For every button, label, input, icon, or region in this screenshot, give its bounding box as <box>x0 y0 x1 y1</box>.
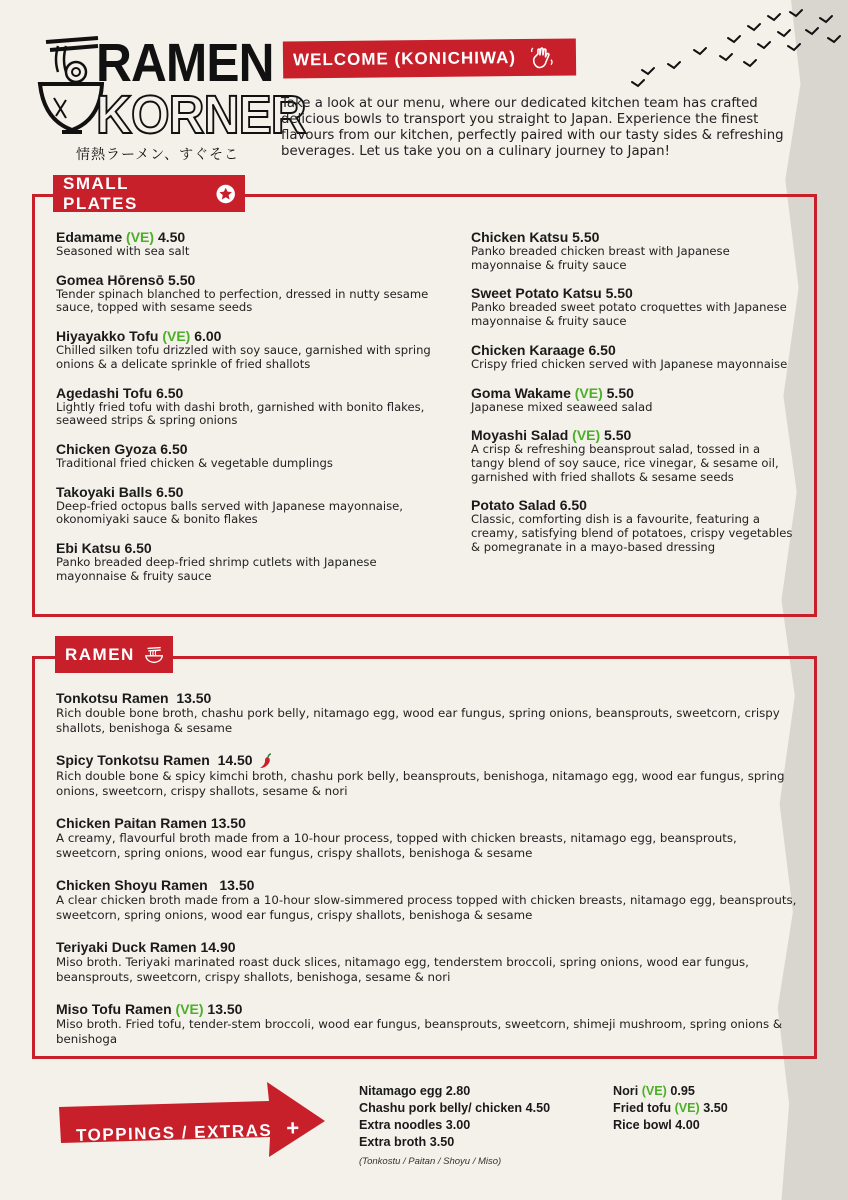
logo-tagline-jp: 情熱ラーメン、すぐそこ <box>76 147 240 163</box>
menu-item <box>471 285 793 328</box>
item-description: Japanese mixed seaweed salad <box>471 399 653 414</box>
topping-name: Fried tofu <box>613 1101 672 1115</box>
topping-item <box>613 1083 773 1100</box>
item-name: Spicy Tonkotsu Ramen <box>56 752 210 768</box>
item-description: Seasoned with sea salt <box>56 244 190 258</box>
welcome-text: Take a look at our menu, where our dedicated kitchen team has crafted delicious bowls to transport you straight to Japan. Experience the finest flavours from our kitchen, perfectly paired with our tasty sides & refreshing beverages. Let us take you on a culinary journey to Japan! <box>281 96 784 159</box>
toppings-right-column <box>613 1083 773 1134</box>
ramen-header <box>55 636 173 673</box>
item-description: Rich double bone & spicy kimchi broth, chashu pork belly, beansprouts, benishoga, nitamago egg, wood ear fungus, spring onions, sweetcorn, crispy shallots, sesame & nori <box>56 769 785 799</box>
menu-item <box>471 497 793 554</box>
item-name: Ebi Katsu <box>56 540 121 557</box>
item-price: 5.50 <box>572 229 600 245</box>
vegan-badge: (VE) <box>162 328 191 345</box>
topping-item <box>613 1100 773 1117</box>
star-icon <box>216 184 235 204</box>
logo-text-korner: KORNER <box>96 85 306 145</box>
menu-item <box>56 815 801 861</box>
menu-item <box>471 342 793 372</box>
topping-price: 4.50 <box>525 1101 551 1115</box>
item-price: 14.50 <box>217 752 253 768</box>
ramen-bowl-icon <box>145 645 163 665</box>
broth-options-note: (Tonkostu / Paitan / Shoyu / Miso) <box>359 1156 502 1167</box>
topping-name: Nori <box>613 1084 639 1098</box>
plus-icon: + <box>286 1115 302 1141</box>
chili-pepper-icon <box>259 753 273 769</box>
item-price: 5.50 <box>606 384 634 401</box>
item-description: Panko breaded chicken breast with Japanese mayonnaise & fruity sauce <box>471 244 730 272</box>
item-description: Classic, comforting dish is a favourite, featuring a creamy, satisfying blend of potatoes, crispy vegetables & pomegranate in a mayo-based dressing <box>471 512 793 554</box>
item-description: A clear chicken broth made from a 10-hour slow-simmered process topped with chicken breasts, nitamago egg, beansprouts, sweetcorn, spring onions, wood ear fungus, crispy shallots, benishoga & sesame <box>56 893 797 923</box>
item-description: Chilled silken tofu drizzled with soy sauce, garnished with spring onions & a delicate sprinkle of fried shallots <box>56 343 431 371</box>
item-description: Rich double bone broth, chashu pork belly, nitamago egg, wood ear fungus, spring onions, beansprouts, sweetcorn, crispy shallots, benishoga & sesame <box>56 706 780 735</box>
vegan-badge: (VE) <box>641 1084 667 1098</box>
vegan-badge: (VE) <box>574 384 603 401</box>
birds-decoration-icon <box>628 8 843 88</box>
item-name: Tonkotsu Ramen <box>56 690 169 706</box>
small-plates-header <box>53 175 245 212</box>
brand-logo <box>36 28 306 168</box>
menu-item <box>56 939 801 985</box>
item-name: Gomea Hōrensō <box>56 271 165 288</box>
item-price: 6.50 <box>156 483 184 500</box>
item-description: A creamy, flavourful broth made from a 10-hour process, topped with chicken breasts, nitamago egg, beansprouts, sweetcorn, spring onions, wood ear fungus, crispy shallots, benishoga & sesame <box>56 831 737 861</box>
vegan-badge: (VE) <box>175 1001 204 1018</box>
menu-item <box>56 484 436 527</box>
topping-item <box>359 1134 599 1151</box>
item-price: 4.50 <box>157 229 186 245</box>
ramen-title: RAMEN <box>65 644 135 664</box>
item-name: Hiyayakko Tofu <box>56 328 159 345</box>
item-description: Miso broth. Teriyaki marinated roast duck slices, nitamago egg, tenderstem broccoli, spring onions, wood ear fungus, beansprouts, sweetcorn, crispy shallots, benishoga, sesame & nori <box>56 955 749 985</box>
topping-name: Extra broth <box>359 1135 427 1149</box>
topping-item <box>613 1117 773 1134</box>
vegan-badge: (VE) <box>674 1101 700 1115</box>
item-price: 5.50 <box>604 427 632 444</box>
welcome-title: WELCOME (KONICHIWA) <box>292 47 517 69</box>
item-description: Panko breaded sweet potato croquettes with Japanese mayonnaise & fruity sauce <box>471 300 787 329</box>
item-price: 13.50 <box>210 815 246 832</box>
item-price: 5.50 <box>168 271 196 288</box>
ramen-list <box>56 690 801 1063</box>
item-price: 5.50 <box>605 285 633 302</box>
topping-price: 3.50 <box>703 1101 728 1115</box>
item-description: Tender spinach blanched to perfection, dressed in nutty sesame sauce, topped with sesame seeds <box>56 286 429 315</box>
topping-name: Extra noodles <box>359 1118 443 1132</box>
item-description: Deep-fried octopus balls served with Japanese mayonnaise, okonomiyaki sauce & bonito flakes <box>56 498 403 527</box>
vegan-badge: (VE) <box>126 229 155 245</box>
item-description: Panko breaded deep-fried shrimp cutlets with Japanese mayonnaise & fruity sauce <box>56 555 377 583</box>
menu-item <box>471 427 793 484</box>
menu-item <box>56 328 436 371</box>
item-description: A crisp & refreshing beansprout salad, tossed in a tangy blend of soy sauce, rice vinegar, & sesame oil, garnished with fried shallots & sesame seeds <box>471 442 779 484</box>
item-price: 6.50 <box>588 341 616 358</box>
waving-hand-icon <box>530 45 554 69</box>
item-description: Miso broth. Fried tofu, tender-stem broccoli, wood ear fungus, beansprouts, sweetcorn, shimeji mushroom, spring onions & benishoga <box>56 1017 783 1047</box>
menu-item <box>56 752 801 799</box>
menu-item <box>56 1001 801 1047</box>
item-name: Sweet Potato Katsu <box>471 285 602 302</box>
item-name: Moyashi Salad <box>471 427 569 444</box>
item-description: Traditional fried chicken & vegetable dumplings <box>56 455 333 470</box>
menu-item <box>471 229 793 272</box>
item-price: 14.90 <box>200 939 236 956</box>
item-price: 13.50 <box>176 690 212 706</box>
logo-text-ramen: RAMEN <box>96 33 274 93</box>
menu-item <box>471 385 793 415</box>
item-description: Lightly fried tofu with dashi broth, garnished with bonito flakes, seaweed strips & spring onions <box>56 399 425 428</box>
small-plates-right-column <box>471 229 793 567</box>
item-price: 6.50 <box>156 384 184 401</box>
item-price: 6.50 <box>559 497 587 514</box>
topping-price: 2.80 <box>445 1084 471 1098</box>
item-price: 13.50 <box>219 877 255 894</box>
welcome-banner <box>283 38 576 78</box>
menu-item <box>56 229 436 259</box>
topping-name: Nitamago egg <box>359 1084 443 1098</box>
item-name: Chicken Gyoza <box>56 440 157 457</box>
topping-price: 3.00 <box>445 1118 471 1132</box>
topping-price: 0.95 <box>670 1084 695 1098</box>
item-price: 6.00 <box>194 328 222 345</box>
item-price: 13.50 <box>207 1001 243 1018</box>
item-price: 6.50 <box>160 440 188 457</box>
vegan-badge: (VE) <box>572 427 601 444</box>
topping-name: Rice bowl <box>613 1118 672 1132</box>
topping-item <box>359 1083 599 1100</box>
menu-item <box>56 877 801 923</box>
item-name: Teriyaki Duck Ramen <box>56 939 197 956</box>
item-name: Goma Wakame <box>471 384 571 401</box>
menu-item <box>56 385 436 428</box>
toppings-title: TOPPINGS / EXTRAS <box>75 1120 273 1145</box>
item-name: Chicken Shoyu Ramen <box>56 877 208 894</box>
item-name: Chicken Karaage <box>471 341 585 358</box>
small-plates-left-column <box>56 229 436 596</box>
menu-item <box>56 272 436 315</box>
menu-item <box>56 441 436 471</box>
toppings-left-column <box>359 1083 599 1170</box>
topping-item <box>359 1117 599 1134</box>
topping-price: 4.00 <box>675 1118 700 1132</box>
item-name: Miso Tofu Ramen <box>56 1001 172 1018</box>
topping-name: Chashu pork belly/ chicken <box>359 1101 523 1115</box>
topping-item <box>359 1100 599 1117</box>
item-name: Chicken Paitan Ramen <box>56 815 207 832</box>
item-name: Edamame <box>56 229 123 245</box>
small-plates-title: SMALL PLATES <box>63 173 138 213</box>
item-price: 6.50 <box>124 540 152 557</box>
item-name: Takoyaki Balls <box>56 483 153 500</box>
item-name: Chicken Katsu <box>471 229 569 245</box>
topping-price: 3.50 <box>429 1135 455 1149</box>
item-name: Potato Salad <box>471 497 556 514</box>
item-description: Crispy fried chicken served with Japanese mayonnaise <box>471 356 788 371</box>
item-name: Agedashi Tofu <box>56 384 153 401</box>
menu-item <box>56 540 436 583</box>
menu-item <box>56 690 801 736</box>
